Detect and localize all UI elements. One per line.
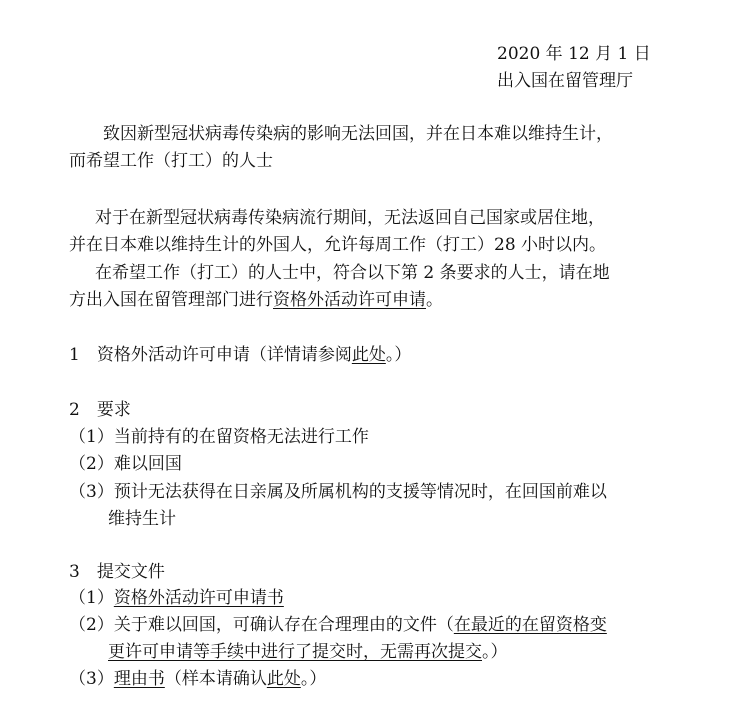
application-form-link[interactable]: 资格外活动许可申请书 xyxy=(113,588,284,608)
section-1-heading-suffix: 。） xyxy=(385,345,412,365)
intro-text-suffix: 。 xyxy=(426,290,443,310)
intro-paragraph-1-line-2: 并在日本难以维持生计的外国人，允许每周工作（打工）28 小时以内。 xyxy=(69,235,607,255)
document-issuer: 出入国在留管理厅 xyxy=(497,71,633,91)
document-item-3-suffix: 。） xyxy=(300,669,327,689)
no-resubmission-note-link-continued[interactable]: 更许可申请等手续中进行了提交时，无需再次提交 xyxy=(108,642,482,662)
intro-paragraph-2-line-2 xyxy=(69,287,443,314)
section-3-heading: 3 提交文件 xyxy=(69,562,165,582)
section-2-heading: 2 要求 xyxy=(69,400,131,420)
requirement-item-3: （3）预计无法获得在日亲属及所属机构的支援等情况时，在回国前难以 xyxy=(69,482,607,502)
document-item-1 xyxy=(69,585,284,612)
document-item-3-middle: （样本请确认 xyxy=(164,669,267,689)
document-item-2-suffix: 。） xyxy=(482,642,508,662)
document-item-3-prefix: （3） xyxy=(69,669,114,689)
section-1-heading-prefix: 1 资格外活动许可申请（详情请参阅 xyxy=(69,345,352,365)
title-line-2: 而希望工作（打工）的人士 xyxy=(69,151,273,171)
title-line-1: 致因新型冠状病毒传染病的影响无法回国，并在日本难以维持生计， xyxy=(103,124,613,144)
reason-statement-link[interactable]: 理由书 xyxy=(113,669,165,689)
document-date: 2020 年 12 月 1 日 xyxy=(497,44,651,64)
document-item-2-prefix: （2）关于难以回国，可确认存在合理理由的文件（ xyxy=(69,615,454,635)
document-item-1-prefix: （1） xyxy=(69,588,114,608)
document-item-2-continued xyxy=(108,639,508,666)
intro-paragraph-2-line-1: 在希望工作（打工）的人士中，符合以下第 2 条要求的人士，请在地 xyxy=(95,263,610,283)
no-resubmission-note-link[interactable]: 在最近的在留资格变 xyxy=(453,615,607,635)
requirement-item-1: （1）当前持有的在留资格无法进行工作 xyxy=(69,427,369,447)
requirement-item-2: （2）难以回国 xyxy=(69,454,182,474)
requirement-item-3-continued: 维持生计 xyxy=(108,509,176,529)
document-item-2 xyxy=(69,612,607,639)
details-link[interactable]: 此处 xyxy=(351,345,386,365)
intro-paragraph-1-line-1: 对于在新型冠状病毒传染病流行期间，无法返回自己国家或居住地， xyxy=(95,208,605,228)
sample-link[interactable]: 此处 xyxy=(266,669,301,689)
permission-application-link[interactable]: 资格外活动许可申请 xyxy=(273,290,426,310)
intro-text-prefix: 方出入国在留管理部门进行 xyxy=(69,290,273,310)
section-1-heading xyxy=(69,342,411,369)
document-item-3 xyxy=(69,666,326,693)
